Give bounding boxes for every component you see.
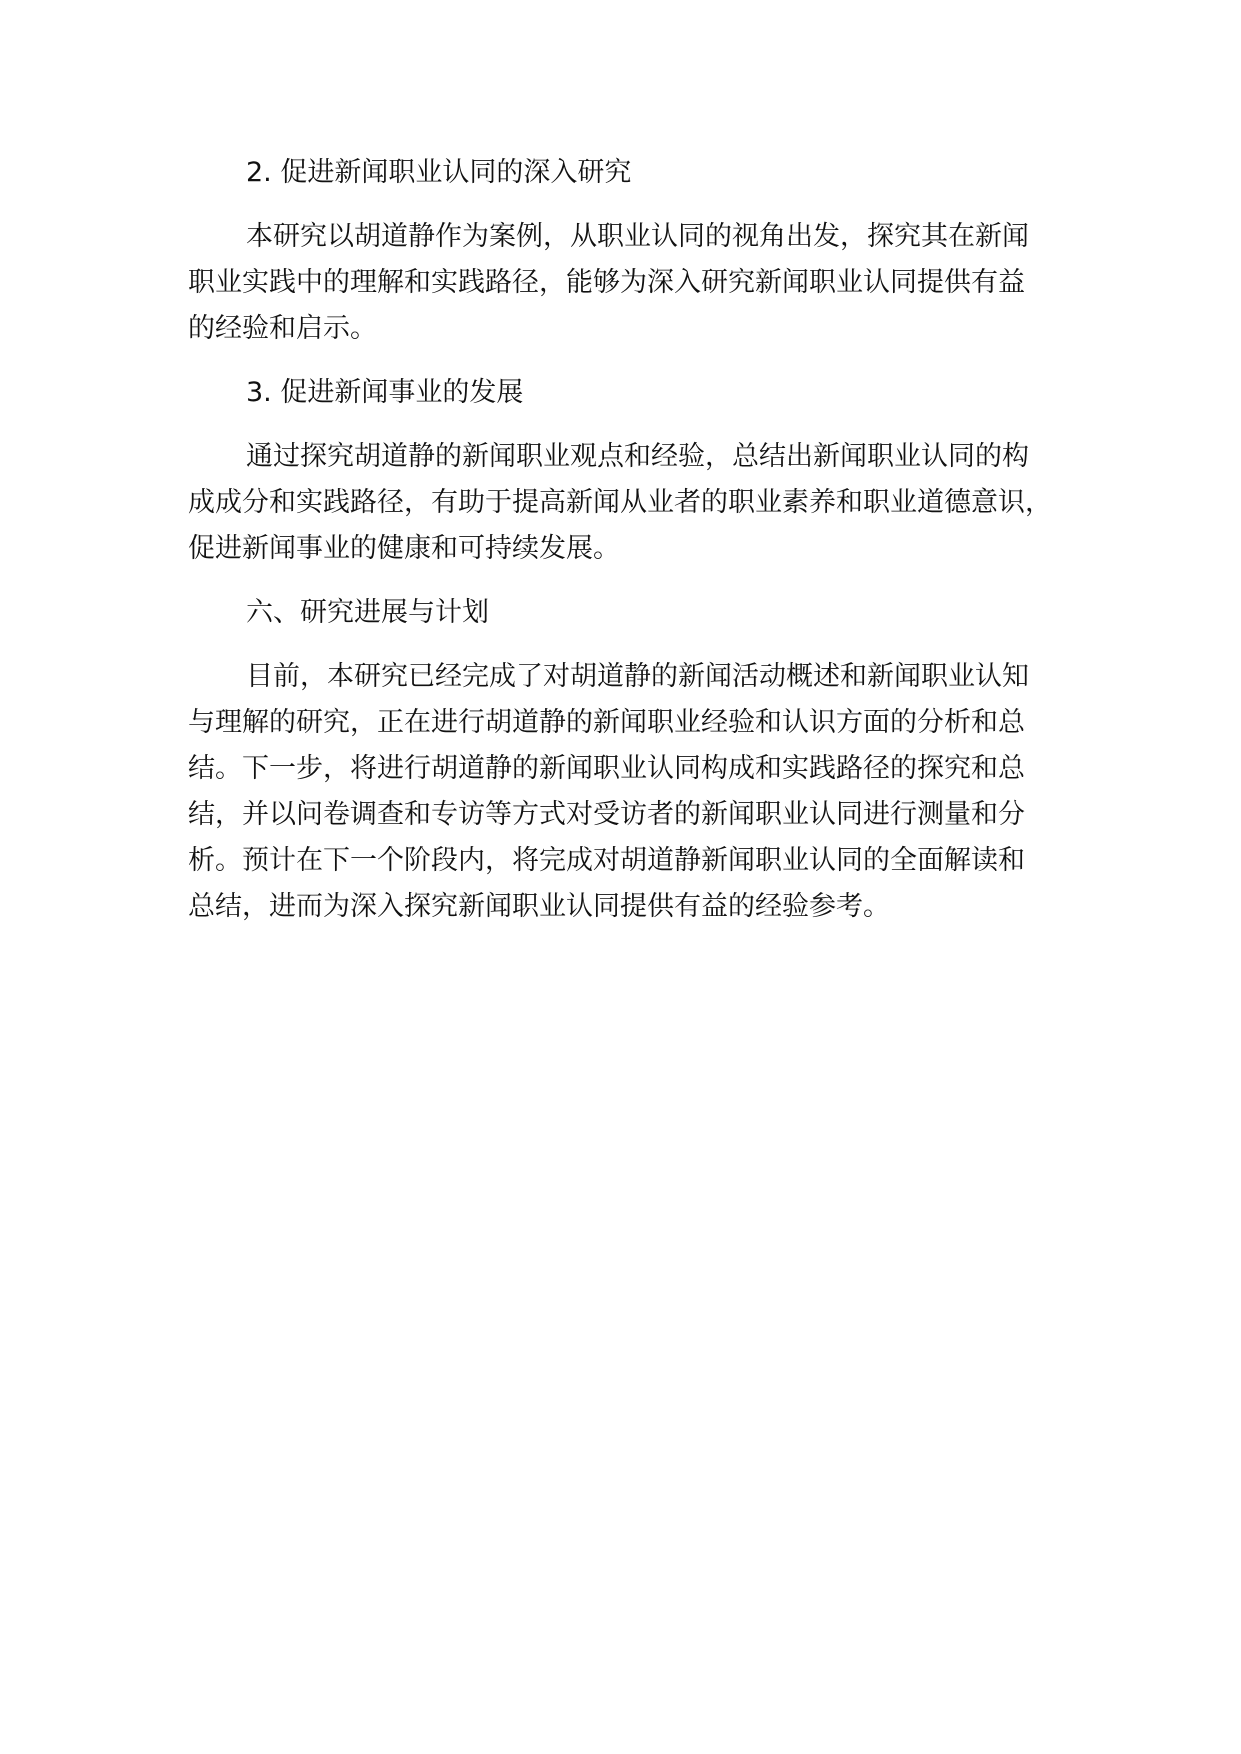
paragraph-line: 成成分和实践路径，有助于提高新闻从业者的职业素养和职业道德意识，	[188, 487, 1052, 518]
section-heading-3	[188, 370, 1088, 416]
paragraph-line: 职业实践中的理解和实践路径，能够为深入研究新闻职业认同提供有益	[188, 267, 1025, 298]
paragraph-line: 结。下一步，将进行胡道静的新闻职业认同构成和实践路径的探究和总	[188, 753, 1025, 784]
paragraph-3	[188, 654, 1088, 930]
paragraph-line: 与理解的研究，正在进行胡道静的新闻职业经验和认识方面的分析和总	[188, 707, 1025, 738]
heading-line: 六、研究进展与计划	[246, 597, 489, 628]
section-heading-2	[188, 150, 1088, 196]
paragraph-1	[188, 214, 1088, 352]
paragraph-line: 析。预计在下一个阶段内，将完成对胡道静新闻职业认同的全面解读和	[188, 845, 1025, 876]
paragraph-line: 的经验和启示。	[188, 313, 377, 344]
paragraph-line: 本研究以胡道静作为案例，从职业认同的视角出发，探究其在新闻	[246, 221, 1029, 252]
heading-line: 3. 促进新闻事业的发展	[246, 377, 524, 408]
document-body	[188, 150, 1088, 948]
paragraph-line: 目前，本研究已经完成了对胡道静的新闻活动概述和新闻职业认知	[246, 661, 1029, 692]
paragraph-line: 促进新闻事业的健康和可持续发展。	[188, 533, 620, 564]
paragraph-line: 总结，进而为深入探究新闻职业认同提供有益的经验参考。	[188, 891, 890, 922]
paragraph-line: 通过探究胡道静的新闻职业观点和经验，总结出新闻职业认同的构	[246, 441, 1029, 472]
heading-line: 2. 促进新闻职业认同的深入研究	[246, 157, 632, 188]
paragraph-line: 结，并以问卷调查和专访等方式对受访者的新闻职业认同进行测量和分	[188, 799, 1025, 830]
section-heading-6	[188, 590, 1088, 636]
paragraph-2	[188, 434, 1088, 572]
